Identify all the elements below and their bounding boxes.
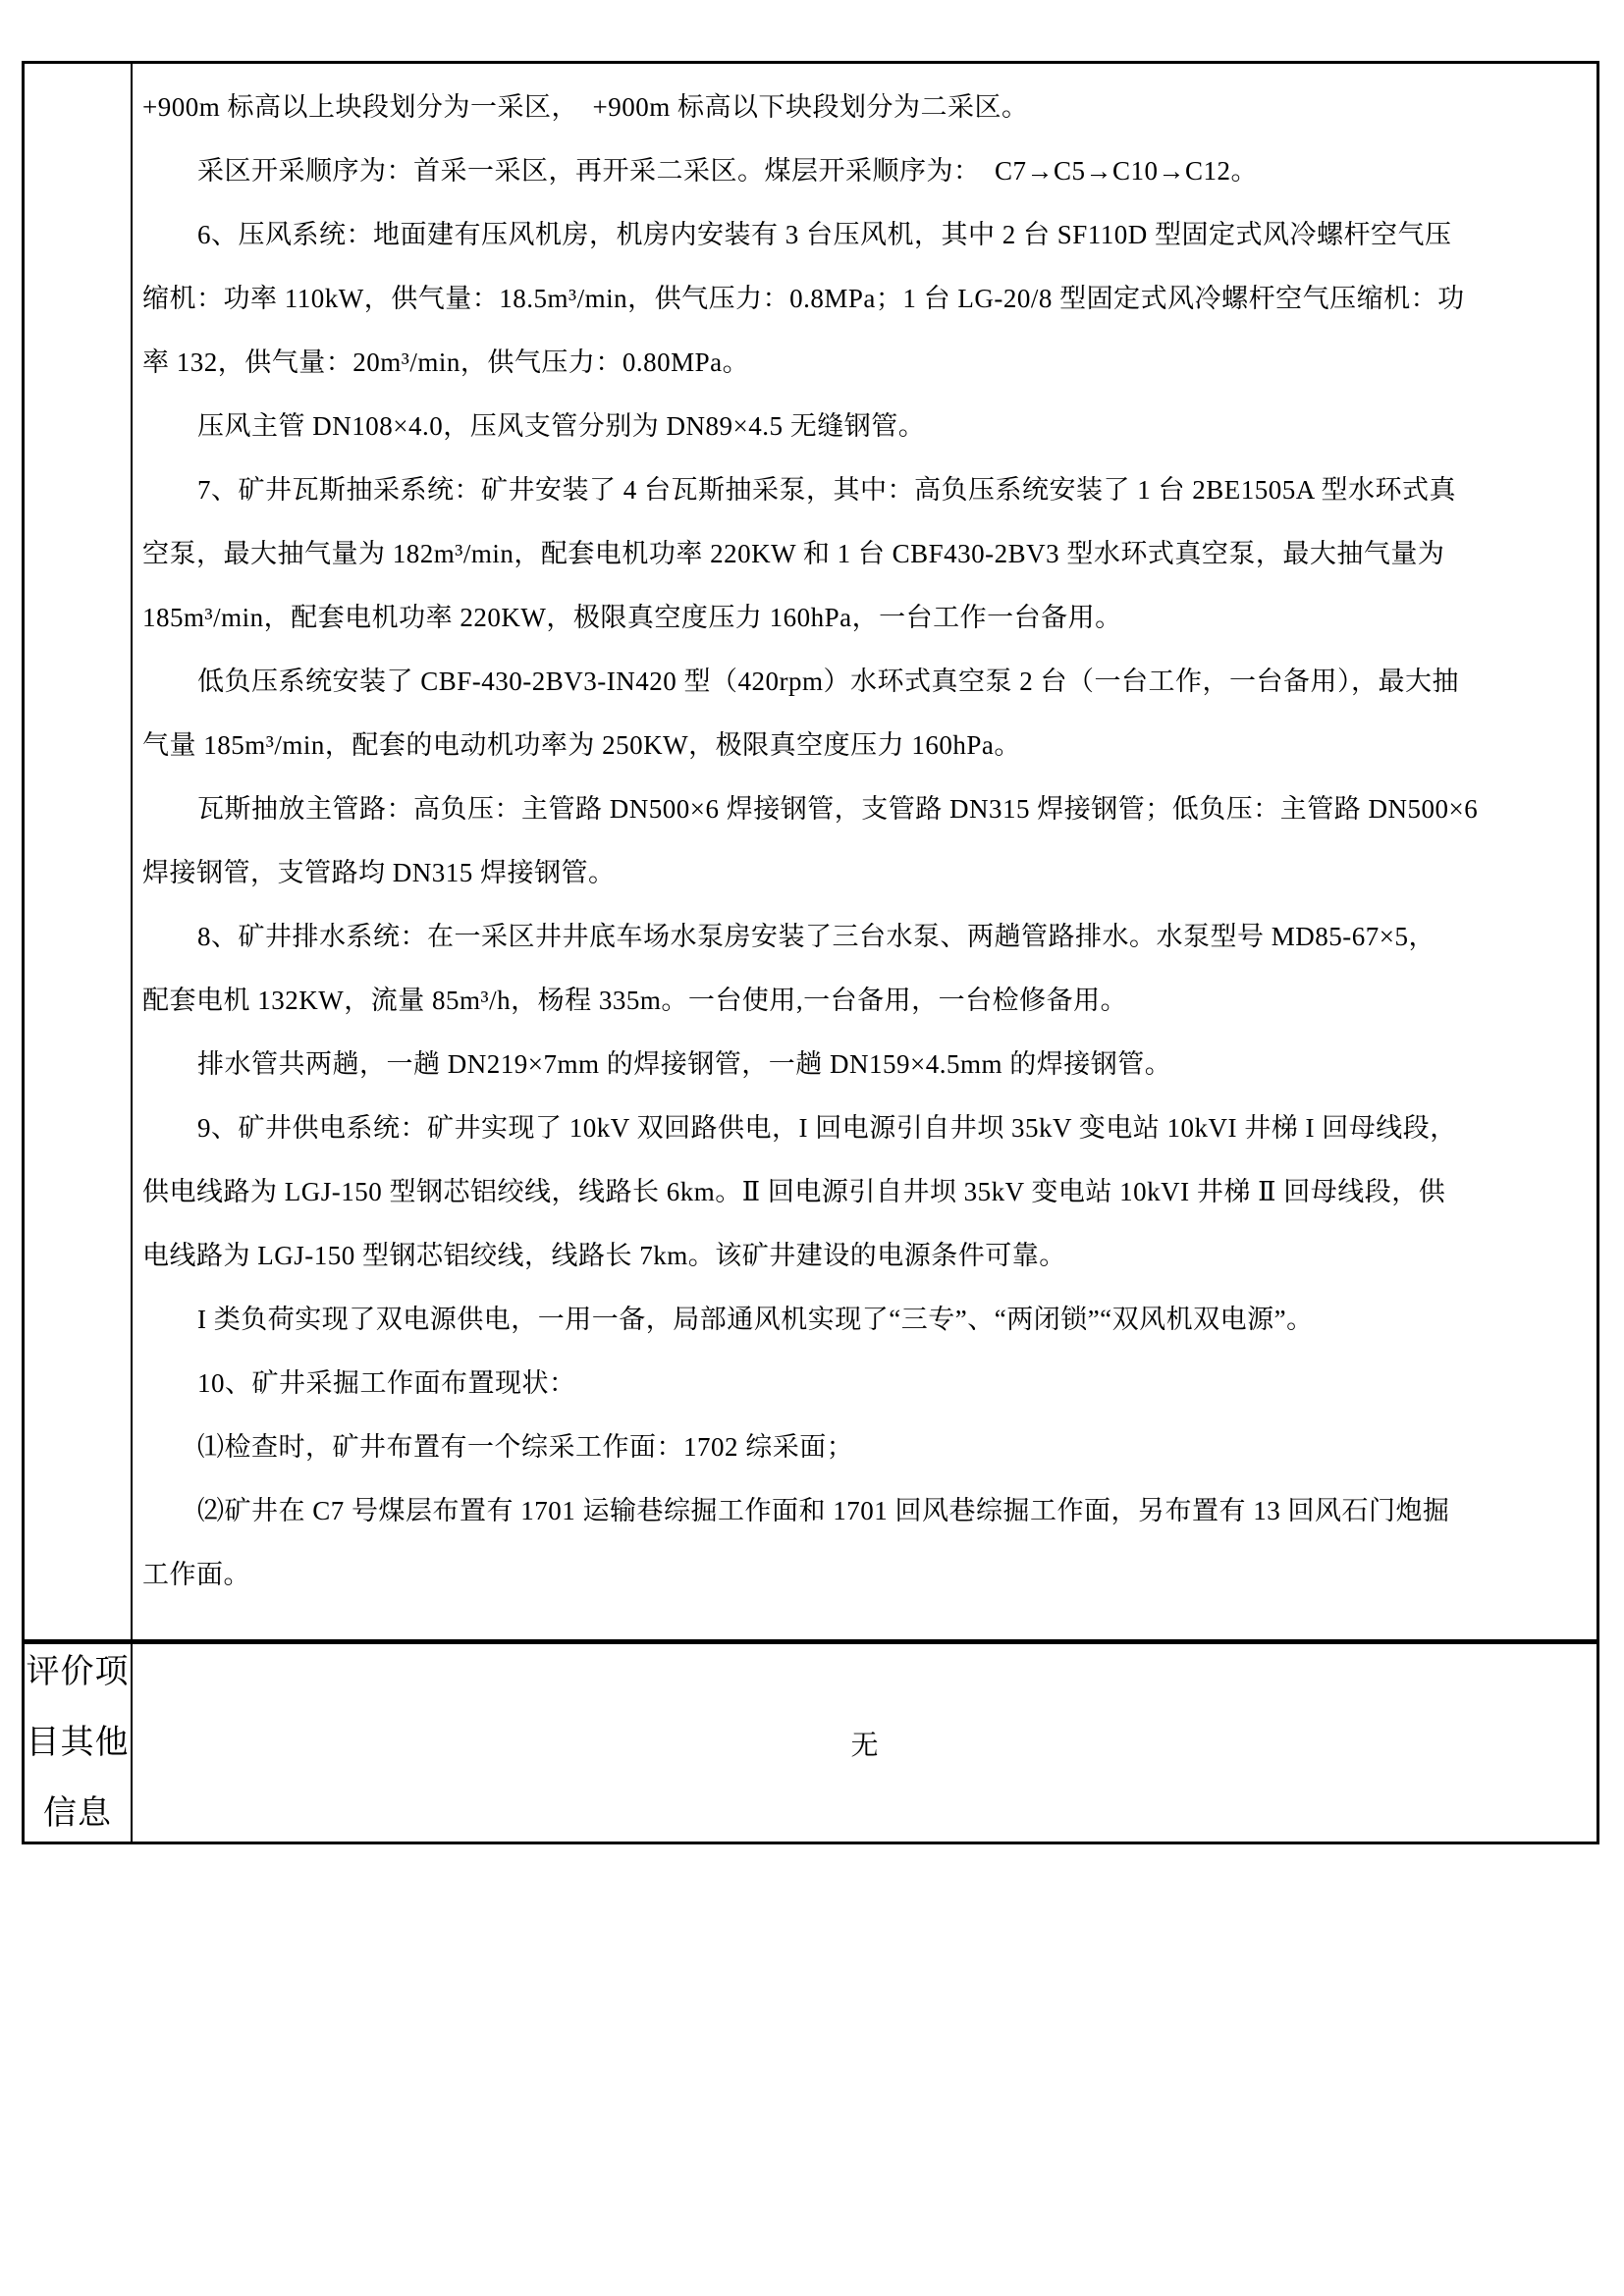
text-line: 7、矿井瓦斯抽采系统：矿井安装了 4 台瓦斯抽采泵，其中：高负压系统安装了 1 台 2BE1505A 型水环式真 — [197, 475, 1457, 505]
footer-label-line: 信息 — [43, 1794, 112, 1832]
text-line: 排水管共两趟，一趟 DN219×7mm 的焊接钢管，一趟 DN159×4.5mm 的焊接钢管。 — [197, 1049, 1172, 1079]
text-line: 配套电机 132KW，流量 85m³/h，杨程 335m。一台使用,一台备用，一台检修备用。 — [142, 986, 1128, 1015]
text-line: 8、矿井排水系统：在一采区井井底车场水泵房安装了三台水泵、两趟管路排水。水泵型号 MD85-67×5， — [197, 922, 1435, 951]
footer-label-line: 评价项 — [26, 1653, 130, 1690]
text-line: 供电线路为 LGJ-150 型钢芯铝绞线，线路长 6km。Ⅱ 回电源引自井坝 35kV 变电站 10kVI 井梯 Ⅱ 回母线段，供 — [142, 1177, 1446, 1206]
footer-label-line: 目其他 — [26, 1724, 130, 1761]
text-line: 缩机：功率 110kW，供气量：18.5m³/min，供气压力：0.8MPa；1 台 LG-20/8 型固定式风冷螺杆空气压缩机：功 — [142, 284, 1465, 313]
text-line: 电线路为 LGJ-150 型钢芯铝绞线，线路长 7km。该矿井建设的电源条件可靠。 — [142, 1241, 1066, 1270]
footer-value: 无 — [850, 1730, 879, 1761]
text-line: 气量 185m³/min，配套的电动机功率为 250KW，极限真空度压力 160hPa。 — [142, 730, 1021, 760]
text-line: 185m³/min，配套电机功率 220KW，极限真空度压力 160hPa，一台工作一台备用。 — [142, 603, 1122, 632]
text-line: 9、矿井供电系统：矿井实现了 10kV 双回路供电，I 回电源引自井坝 35kV 变电站 10kVI 井梯 I 回母线段， — [197, 1113, 1457, 1143]
text-line: 瓦斯抽放主管路：高负压：主管路 DN500×6 焊接钢管，支管路 DN315 焊接钢管；低负压：主管路 DN500×6 — [197, 794, 1479, 824]
table-row — [25, 64, 1597, 1639]
report-table — [22, 61, 1599, 1844]
text-line: 空泵，最大抽气量为 182m³/min，配套电机功率 220KW 和 1 台 CBF430-2BV3 型水环式真空泵，最大抽气量为 — [142, 539, 1445, 568]
footer-label-cell — [25, 1644, 133, 1842]
empty-label-cell — [25, 64, 133, 1639]
text-line: 10、矿井采掘工作面布置现状： — [197, 1368, 576, 1398]
text-line: 低负压系统安装了 CBF-430-2BV3-IN420 型（420rpm）水环式真空泵 2 台（一台工作，一台备用），最大抽 — [197, 667, 1459, 696]
text-line: 采区开采顺序为：首采一采区，再开采二采区。煤层开采顺序为： C7→C5→C10→C12。 — [197, 156, 1259, 186]
text-line: +900m 标高以上块段划分为一采区， +900m 标高以下块段划分为二采区。 — [142, 92, 1029, 122]
main-cell-lines — [133, 64, 1597, 1639]
text-line: 焊接钢管，支管路均 DN315 焊接钢管。 — [142, 858, 616, 887]
text-line: 率 132，供气量：20m³/min，供气压力：0.80MPa。 — [142, 347, 750, 377]
text-line: ⑴检查时，矿井布置有一个综采工作面：1702 综采面； — [197, 1432, 854, 1462]
text-line: 压风主管 DN108×4.0，压风支管分别为 DN89×4.5 无缝钢管。 — [197, 411, 926, 441]
text-line: 工作面。 — [142, 1560, 250, 1589]
text-line: ⑵矿井在 C7 号煤层布置有 1701 运输巷综掘工作面和 1701 回风巷综掘工作面，另布置有 13 回风石门炮掘 — [197, 1496, 1450, 1525]
text-line: 6、压风系统：地面建有压风机房，机房内安装有 3 台压风机，其中 2 台 SF110D 型固定式风冷螺杆空气压 — [197, 220, 1452, 249]
text-line: I 类负荷实现了双电源供电，一用一备，局部通风机实现了“三专”、“两闭锁”“双风机双电源”。 — [197, 1305, 1314, 1334]
table-row — [25, 1639, 1597, 1842]
footer-value-cell — [133, 1644, 1597, 1842]
